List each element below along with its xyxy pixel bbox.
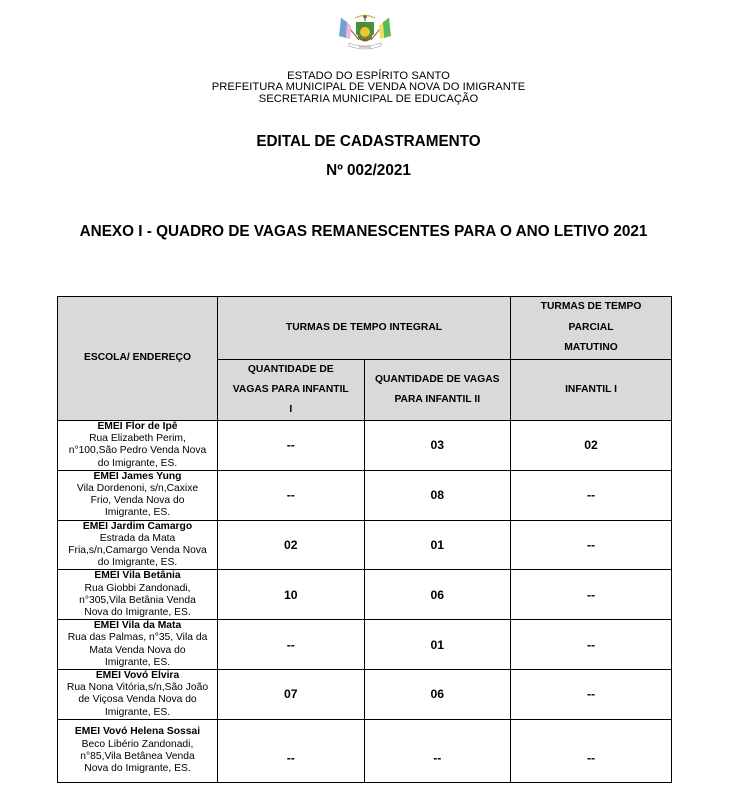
school-name: EMEI James Yung bbox=[93, 470, 182, 482]
school-address-line: n°305,Vila Betânia Venda bbox=[79, 594, 196, 606]
header-tempo-parcial-matutino bbox=[511, 297, 672, 360]
school-cell bbox=[58, 670, 218, 720]
header-parcial-line-1: TURMAS DE TEMPO bbox=[540, 301, 642, 313]
school-name: EMEI Vovó Helena Sossai bbox=[74, 726, 201, 738]
integral-infantil-2-value: 08 bbox=[364, 470, 511, 520]
header-vagas-infantil-2 bbox=[364, 360, 511, 421]
institution-header bbox=[0, 71, 737, 105]
integral-infantil-1-value: 02 bbox=[218, 520, 365, 570]
integral-infantil-2-value: 06 bbox=[364, 570, 511, 620]
parcial-infantil-1-value: -- bbox=[511, 470, 672, 520]
header-tempo-integral: TURMAS DE TEMPO INTEGRAL bbox=[218, 297, 511, 360]
header-inf1-line-1: QUANTIDADE DE bbox=[247, 364, 334, 375]
integral-infantil-2-value: 01 bbox=[364, 620, 511, 670]
integral-infantil-2-value: 01 bbox=[364, 520, 511, 570]
integral-infantil-1-value: 07 bbox=[218, 670, 365, 720]
school-address-line: Imigrante, ES. bbox=[104, 507, 171, 519]
header-parcial-line-3: MATUTINO bbox=[564, 342, 618, 354]
school-address-line: Imigrante, ES. bbox=[104, 706, 171, 718]
header-parcial-line-2: PARCIAL bbox=[568, 321, 614, 333]
integral-infantil-1-value: -- bbox=[218, 470, 365, 520]
table-row bbox=[58, 421, 672, 471]
coat-of-arms-icon bbox=[337, 12, 393, 52]
header-parcial-infantil-1: INFANTIL I bbox=[511, 360, 672, 421]
parcial-infantil-1-value: -- bbox=[511, 719, 672, 782]
parcial-infantil-1-value: -- bbox=[511, 570, 672, 620]
school-address-line: Rua Giobbi Zandonadi, bbox=[84, 582, 191, 594]
school-address-line: Vila Dordenoni, s/n,Caxixe bbox=[76, 483, 199, 495]
school-address-line: Estrada da Mata bbox=[99, 532, 176, 544]
parcial-infantil-1-value: 02 bbox=[511, 421, 672, 471]
integral-infantil-2-value: 06 bbox=[364, 670, 511, 720]
school-address-line: n°100,São Pedro Venda Nova bbox=[68, 445, 207, 457]
school-name: EMEI Jardim Camargo bbox=[82, 520, 193, 532]
school-name: EMEI Vila da Mata bbox=[93, 620, 182, 632]
school-address-line: Imigrante, ES. bbox=[104, 656, 171, 668]
header-line-secretaria: SECRETARIA MUNICIPAL DE EDUCAÇÃO bbox=[258, 92, 479, 105]
header-vagas-infantil-1 bbox=[218, 360, 365, 421]
school-cell bbox=[58, 570, 218, 620]
integral-infantil-1-value: -- bbox=[218, 620, 365, 670]
school-address-line: Rua das Palmas, n°35, Vila da bbox=[67, 632, 208, 644]
school-address-line: de Viçosa Venda Nova do bbox=[78, 694, 197, 706]
header-inf2-line-1: QUANTIDADE DE VAGAS bbox=[374, 373, 500, 385]
table-row bbox=[58, 520, 672, 570]
table-row bbox=[58, 620, 672, 670]
school-address-line: Mata Venda Nova do bbox=[89, 644, 186, 656]
vacancies-table bbox=[57, 296, 672, 783]
school-cell bbox=[58, 520, 218, 570]
header-escola-endereco: ESCOLA/ ENDEREÇO bbox=[58, 297, 218, 421]
integral-infantil-2-value: 03 bbox=[364, 421, 511, 471]
header-line-state: ESTADO DO ESPÍRITO SANTO bbox=[287, 70, 450, 82]
school-address-line: Rua Elizabeth Perim, bbox=[89, 433, 186, 445]
header-line-prefeitura: PREFEITURA MUNICIPAL DE VENDA NOVA DO IMIGRANTE bbox=[211, 81, 526, 94]
school-address-line: Nova do Imigrante, ES. bbox=[84, 763, 191, 775]
school-cell bbox=[58, 620, 218, 670]
school-address-line: do Imigrante, ES. bbox=[97, 557, 178, 569]
table-row bbox=[58, 570, 672, 620]
annex-title: ANEXO I - QUADRO DE VAGAS REMANESCENTES PARA O ANO LETIVO 2021 bbox=[79, 223, 648, 240]
school-cell bbox=[58, 470, 218, 520]
table-row bbox=[58, 719, 672, 782]
integral-infantil-2-value: -- bbox=[364, 719, 511, 782]
table-row bbox=[58, 670, 672, 720]
document-number: Nº 002/2021 bbox=[326, 162, 411, 179]
school-address-line: do Imigrante, ES. bbox=[97, 457, 178, 469]
school-address-line: Beco Libério Zandonadi, bbox=[81, 738, 194, 750]
document-title: EDITAL DE CADASTRAMENTO bbox=[256, 133, 481, 150]
school-address-line: Frio, Venda Nova do bbox=[90, 495, 185, 507]
school-cell bbox=[58, 421, 218, 471]
school-address-line: Nova do Imigrante, ES. bbox=[84, 607, 191, 619]
coat-of-arms-logo bbox=[337, 12, 393, 52]
school-name: EMEI Vovó Elvira bbox=[95, 670, 180, 682]
school-cell bbox=[58, 719, 218, 782]
integral-infantil-1-value: -- bbox=[218, 421, 365, 471]
integral-infantil-1-value: 10 bbox=[218, 570, 365, 620]
header-row-groups bbox=[58, 297, 672, 360]
parcial-infantil-1-value: -- bbox=[511, 520, 672, 570]
parcial-infantil-1-value: -- bbox=[511, 670, 672, 720]
school-address-line: n°85,Vila Betânea Venda bbox=[80, 750, 195, 762]
school-address-line: Fria,s/n,Camargo Venda Nova bbox=[68, 545, 207, 557]
integral-infantil-1-value: -- bbox=[218, 719, 365, 782]
school-address-line: Rua Nona Vitória,s/n,São João bbox=[66, 682, 209, 694]
header-inf1-line-2: VAGAS PARA INFANTIL bbox=[232, 384, 349, 395]
parcial-infantil-1-value: -- bbox=[511, 620, 672, 670]
header-inf2-line-2: PARA INFANTIL II bbox=[394, 394, 481, 405]
header-inf1-line-3: I bbox=[289, 404, 293, 415]
table-row bbox=[58, 470, 672, 520]
school-name: EMEI Flor de Ipê bbox=[97, 421, 178, 432]
school-name: EMEI Vila Betânia bbox=[94, 570, 181, 582]
